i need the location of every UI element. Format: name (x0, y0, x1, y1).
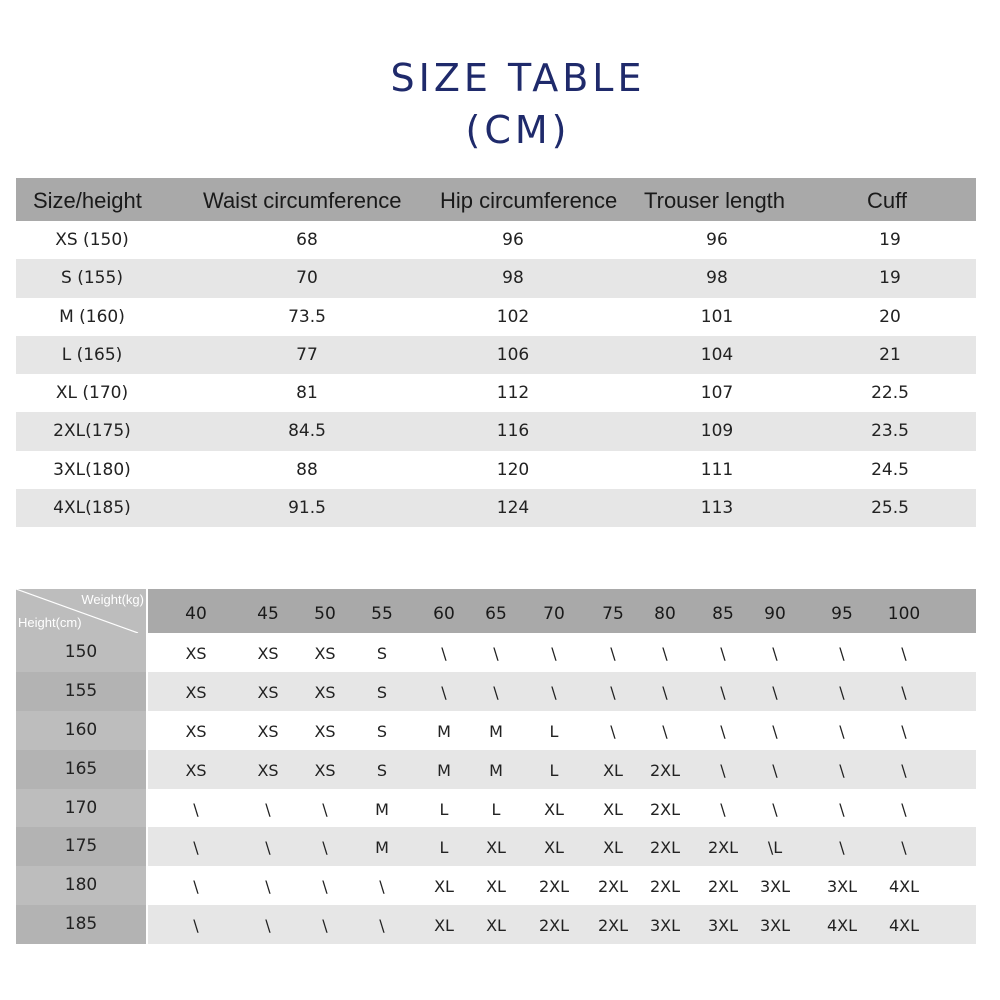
table-cell: 23.5 (871, 421, 909, 442)
size-cell: \ (901, 644, 907, 663)
weight-column-header: 95 (831, 604, 853, 624)
weight-column-header: 45 (257, 604, 279, 624)
weight-column-header: 55 (371, 604, 393, 624)
header-cuff: Cuff (867, 188, 907, 213)
table-row (16, 905, 976, 944)
table-cell: 21 (879, 344, 901, 365)
size-cell: 3XL (649, 916, 681, 936)
size-cell: 4XL (888, 877, 920, 897)
height-axis-label: Height(cm) (18, 615, 82, 630)
size-label: XS (150) (55, 230, 129, 250)
size-cell: XS (185, 760, 207, 780)
table-cell: 81 (296, 383, 318, 404)
size-cell: \ (610, 721, 616, 741)
size-cell: L (439, 838, 449, 858)
size-cell: \ (441, 644, 447, 663)
size-cell: 2XL (649, 799, 681, 819)
size-cell: \ (193, 916, 199, 936)
height-row-header: 160 (16, 711, 148, 750)
table-row (16, 451, 976, 489)
size-cell: \ (610, 644, 616, 663)
table-cell: 24.5 (871, 459, 909, 480)
size-cell: \ (551, 644, 557, 663)
size-cell: \ (379, 916, 385, 936)
table-cell: 22.5 (871, 383, 909, 404)
size-cell: XL (603, 799, 623, 819)
size-cell: M (375, 838, 389, 858)
size-cell: XL (603, 838, 623, 858)
size-cell: \ (901, 838, 907, 858)
table-row (16, 866, 976, 905)
size-cell: 2XL (597, 916, 629, 936)
table-cell: 19 (879, 268, 901, 289)
weight-column-header: 90 (764, 604, 786, 624)
table-row (16, 827, 976, 866)
size-cell: S (376, 760, 388, 780)
size-table-header (16, 178, 976, 221)
table-cell: 124 (496, 498, 530, 519)
weight-column-header: 80 (654, 604, 676, 624)
size-cell: \ (839, 760, 845, 780)
size-cell: XS (185, 682, 207, 702)
size-cell: 4XL (888, 916, 920, 936)
size-cell: \ (441, 682, 447, 702)
size-table (16, 178, 976, 527)
table-cell: 88 (296, 459, 318, 480)
header-trouser-length: Trouser length (644, 188, 786, 213)
size-cell: \ (193, 799, 199, 819)
size-label: 3XL(180) (53, 459, 131, 480)
size-cell: \ (901, 682, 907, 702)
weight-column-header: 85 (712, 604, 734, 624)
height-row-header: 150 (16, 633, 148, 672)
size-cell: 2XL (649, 877, 681, 897)
size-cell: \ (551, 682, 557, 702)
table-row (16, 750, 976, 789)
table-row (16, 633, 976, 672)
size-cell: \ (839, 838, 845, 858)
size-cell: L (439, 799, 449, 819)
table-cell: 113 (700, 498, 734, 519)
size-table-body (16, 221, 976, 527)
size-cell: XS (314, 721, 336, 741)
table-cell: 73.5 (288, 306, 326, 327)
size-cell: XL (486, 877, 506, 897)
size-label: L (165) (61, 344, 123, 365)
size-cell: XS (257, 682, 279, 702)
size-cell: \ (772, 644, 778, 663)
table-cell: 96 (706, 230, 728, 250)
size-label: XL (170) (55, 383, 129, 404)
size-cell: \ (662, 682, 668, 702)
table-cell: 84.5 (288, 421, 326, 442)
table-cell: 96 (502, 230, 524, 250)
table-row (16, 711, 976, 750)
weight-table-header (16, 589, 976, 633)
size-cell: \ (493, 644, 499, 663)
height-row-header: 155 (16, 672, 148, 711)
size-cell: \ (265, 838, 271, 858)
size-cell: M (375, 799, 389, 819)
table-cell: 25.5 (871, 498, 909, 519)
table-cell: 111 (700, 459, 734, 480)
size-cell: \ (839, 644, 845, 663)
size-cell: 2XL (538, 916, 570, 936)
table-corner-cell (16, 589, 148, 633)
height-row-header: 185 (16, 905, 148, 944)
size-cell: S (376, 721, 388, 741)
size-cell: 2XL (707, 838, 739, 858)
size-cell: 3XL (826, 877, 858, 897)
size-cell: \ (901, 799, 907, 819)
size-cell: 3XL (707, 916, 739, 936)
size-cell: L (491, 799, 501, 819)
weight-column-header: 60 (433, 604, 455, 624)
size-label: 4XL(185) (53, 498, 131, 519)
table-cell: 98 (706, 268, 728, 289)
size-cell: \L (767, 838, 783, 858)
weight-axis-label: Weight(kg) (81, 592, 144, 607)
size-cell: XS (314, 760, 336, 780)
table-cell: 19 (879, 230, 901, 250)
size-cell: \ (901, 721, 907, 741)
size-cell: XL (544, 838, 564, 858)
size-cell: XS (257, 721, 279, 741)
size-cell: M (489, 721, 503, 741)
height-row-header: 180 (16, 866, 148, 905)
size-cell: 2XL (597, 877, 629, 897)
size-cell: XL (486, 838, 506, 858)
weight-column-header: 70 (543, 604, 565, 624)
table-row (16, 489, 976, 527)
size-cell: \ (662, 644, 668, 663)
size-cell: \ (322, 916, 328, 936)
weight-column-header: 50 (314, 604, 336, 624)
table-row (16, 336, 976, 374)
weight-height-table (16, 589, 976, 944)
size-cell: \ (720, 799, 726, 819)
size-cell: \ (493, 682, 499, 702)
size-cell: \ (379, 877, 385, 897)
size-cell: \ (193, 838, 199, 858)
size-cell: XL (544, 799, 564, 819)
size-cell: M (489, 760, 503, 780)
size-cell: \ (720, 721, 726, 741)
size-cell: XL (486, 916, 506, 936)
size-cell: \ (662, 721, 668, 741)
size-cell: \ (720, 644, 726, 663)
size-cell: L (549, 760, 559, 780)
table-cell: 77 (296, 344, 318, 365)
height-row-header: 165 (16, 750, 148, 789)
table-cell: 68 (296, 230, 318, 250)
size-cell: XS (314, 644, 336, 663)
size-cell: XL (603, 760, 623, 780)
table-cell: 116 (496, 421, 530, 442)
size-cell: \ (322, 838, 328, 858)
weight-column-header: 100 (887, 604, 921, 624)
size-cell: \ (265, 916, 271, 936)
weight-column-header: 40 (185, 604, 207, 624)
size-cell: 3XL (759, 877, 791, 897)
size-cell: M (437, 721, 451, 741)
size-cell: \ (322, 799, 328, 819)
size-cell: 3XL (759, 916, 791, 936)
header-size-height: Size/height (33, 188, 142, 213)
table-cell: 102 (496, 306, 530, 327)
size-cell: XS (314, 682, 336, 702)
size-cell: 2XL (707, 877, 739, 897)
table-cell: 101 (700, 306, 734, 327)
table-cell: 70 (296, 268, 318, 289)
size-cell: \ (772, 760, 778, 780)
size-cell: S (376, 682, 388, 702)
table-row (16, 672, 976, 711)
size-cell: \ (772, 682, 778, 702)
size-cell: \ (772, 799, 778, 819)
size-cell: \ (839, 721, 845, 741)
page-subtitle: (CM) (465, 108, 571, 152)
weight-column-header: 65 (485, 604, 507, 624)
size-cell: 2XL (538, 877, 570, 897)
size-cell: \ (610, 682, 616, 702)
table-row (16, 374, 976, 412)
size-cell: XS (257, 644, 279, 663)
size-cell: XS (257, 760, 279, 780)
size-cell: XL (434, 877, 454, 897)
size-cell: \ (901, 760, 907, 780)
size-label: S (155) (61, 268, 123, 289)
size-label: M (160) (59, 306, 125, 327)
height-row-header: 175 (16, 827, 148, 866)
size-cell: \ (720, 682, 726, 702)
page-title: SIZE TABLE (390, 56, 646, 100)
size-cell: \ (720, 760, 726, 780)
table-row (16, 412, 976, 450)
size-cell: \ (839, 682, 845, 702)
size-cell: XL (434, 916, 454, 936)
size-cell: M (437, 760, 451, 780)
size-label: 2XL(175) (53, 421, 131, 442)
table-cell: 20 (879, 306, 901, 327)
table-cell: 106 (496, 344, 530, 365)
height-row-header: 170 (16, 789, 148, 828)
table-cell: 91.5 (288, 498, 326, 519)
size-cell: \ (322, 877, 328, 897)
table-row (16, 298, 976, 336)
table-cell: 109 (700, 421, 734, 442)
header-waist: Waist circumference (203, 188, 402, 213)
size-cell: 2XL (649, 760, 681, 780)
size-cell: \ (839, 799, 845, 819)
table-cell: 104 (700, 344, 734, 365)
weight-column-header: 75 (602, 604, 624, 624)
size-cell: 4XL (826, 916, 858, 936)
size-cell: XS (185, 721, 207, 741)
size-cell: 2XL (649, 838, 681, 858)
table-cell: 120 (496, 459, 530, 480)
size-cell: \ (265, 877, 271, 897)
table-cell: 98 (502, 268, 524, 289)
size-cell: L (549, 721, 559, 741)
header-hip: Hip circumference (440, 188, 618, 213)
table-row (16, 259, 976, 297)
size-cell: \ (265, 799, 271, 819)
table-cell: 107 (700, 383, 734, 404)
weight-table-body (16, 633, 976, 944)
size-cell: XS (185, 644, 207, 663)
size-cell: \ (193, 877, 199, 897)
table-cell: 112 (496, 383, 530, 404)
size-cell: \ (772, 721, 778, 741)
table-row (16, 789, 976, 828)
size-cell: S (376, 644, 388, 663)
table-row (16, 221, 976, 259)
